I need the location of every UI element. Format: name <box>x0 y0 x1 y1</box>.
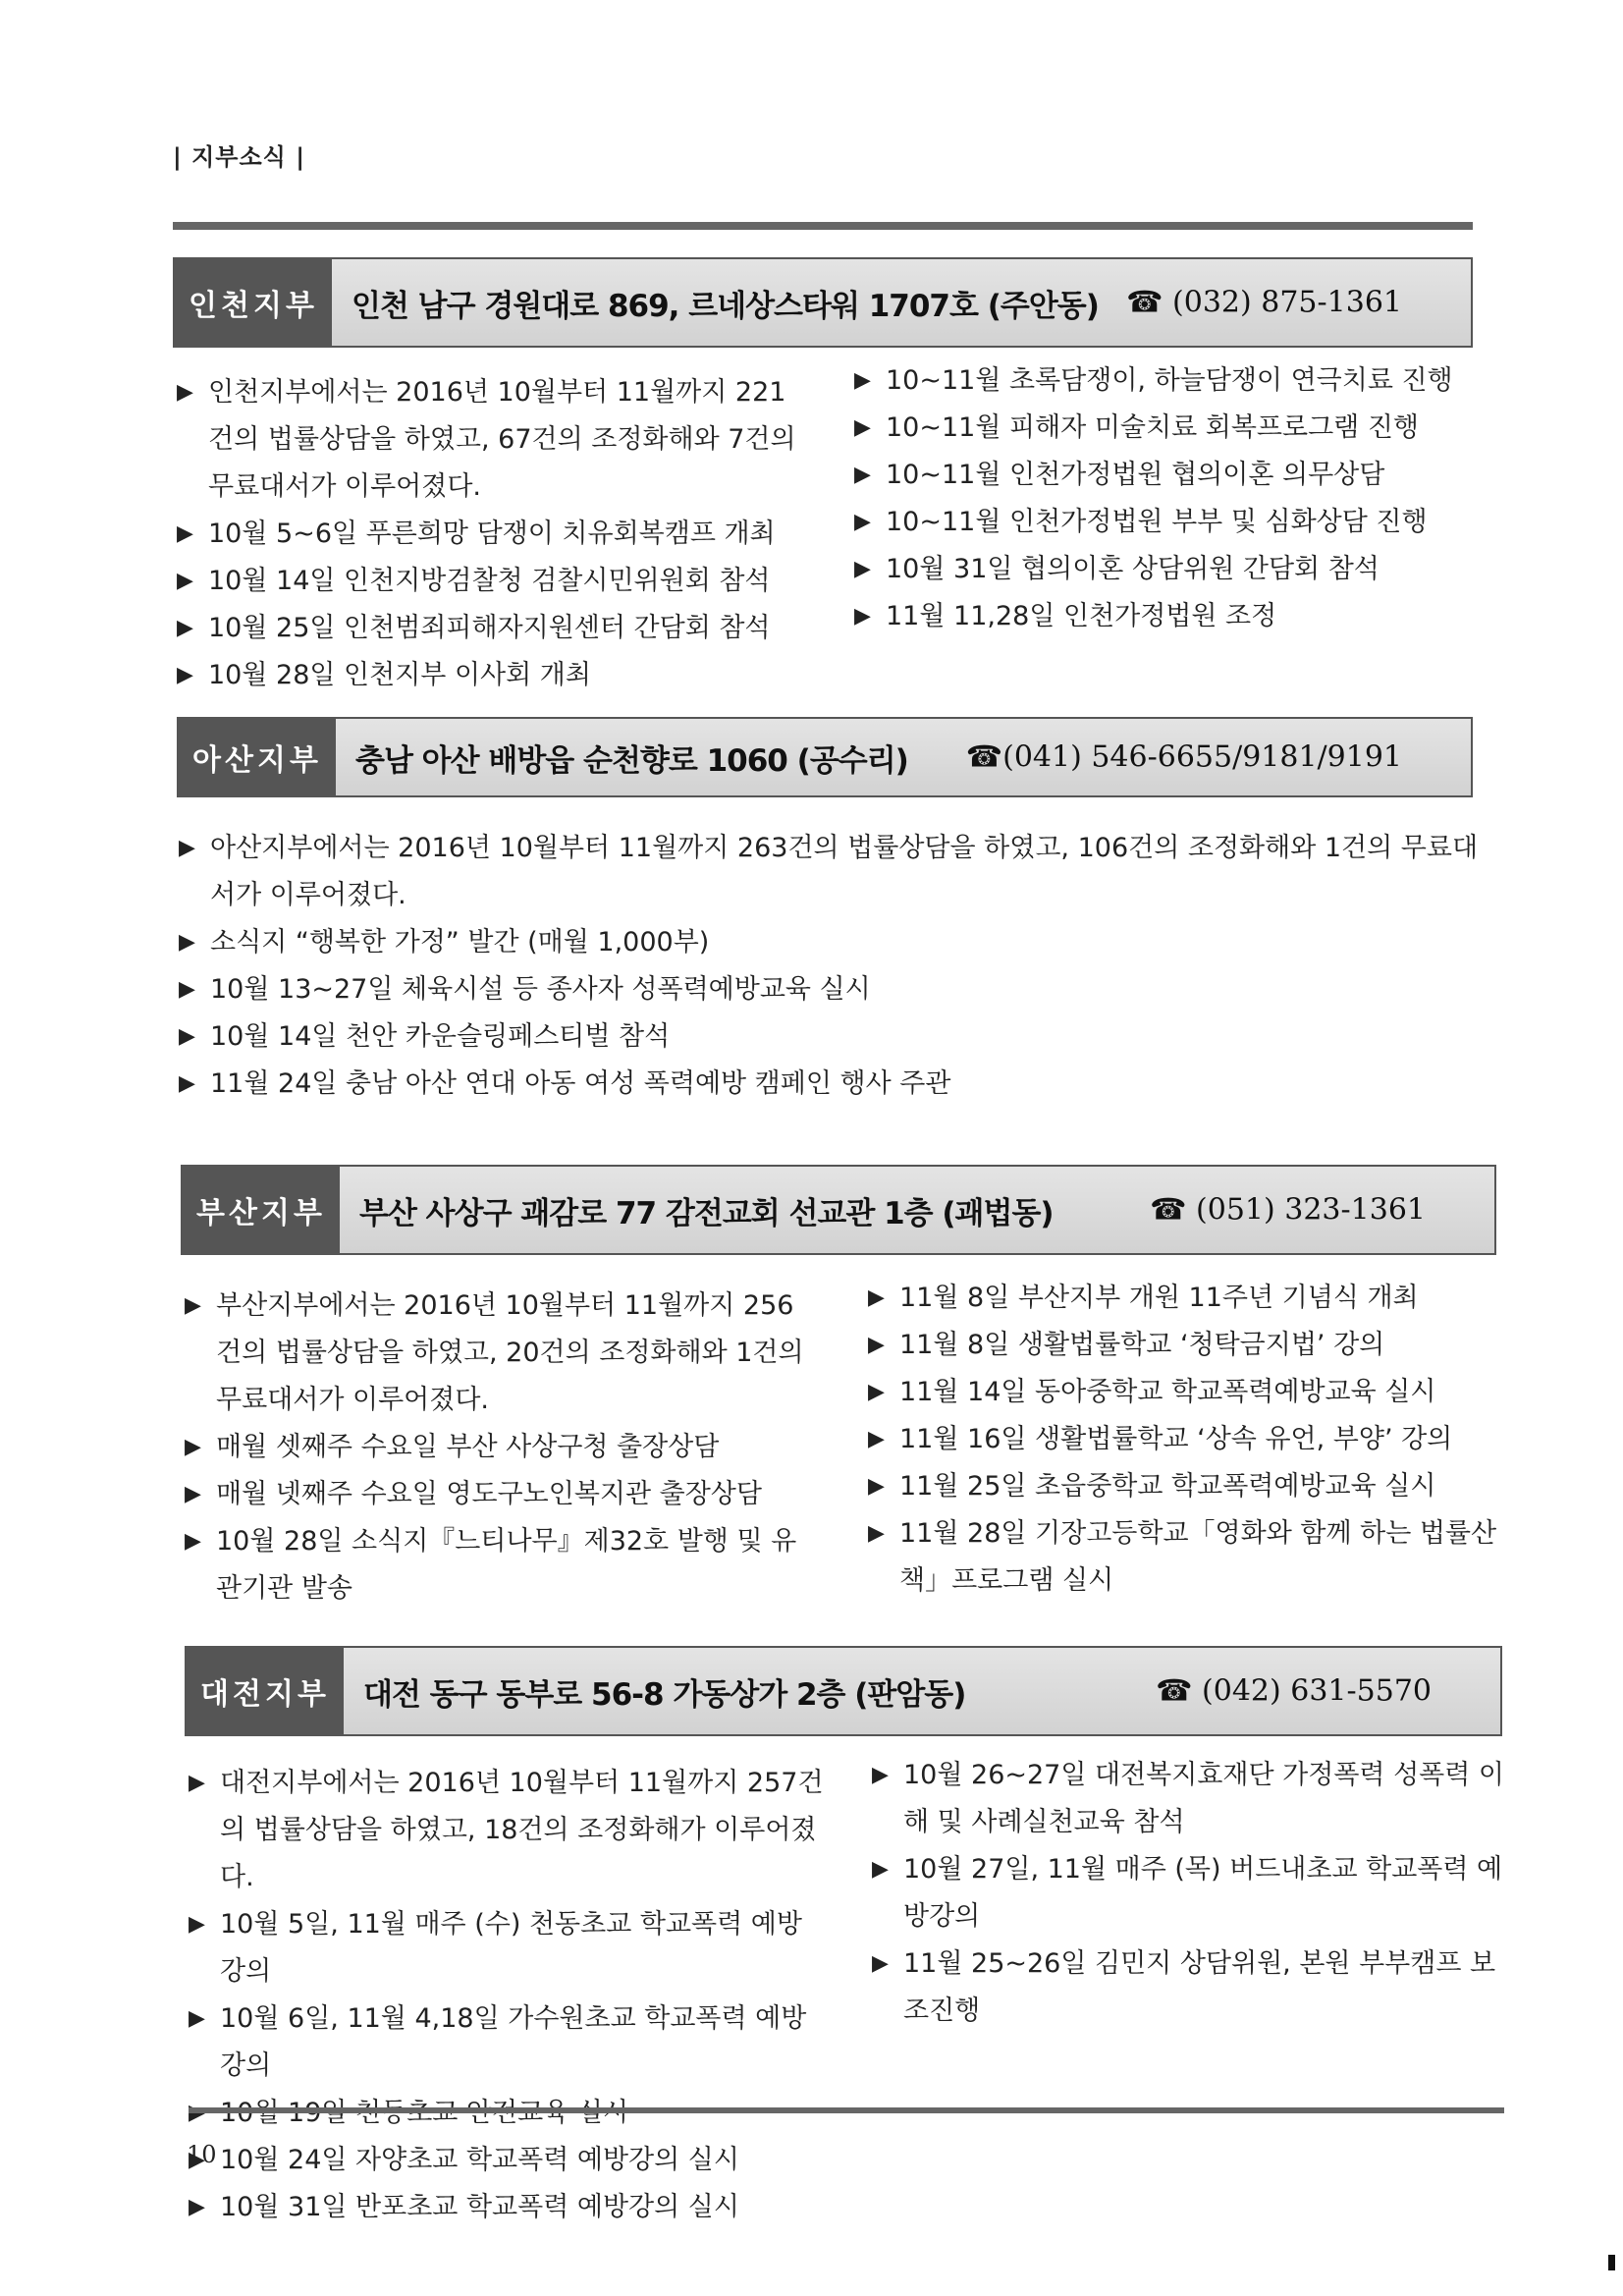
branch-phone: ☎ (032) 875-1361 <box>1126 285 1402 320</box>
branch-address: 대전 동구 동부로 56-8 가동상가 2층 (판암동) <box>363 1676 966 1713</box>
branch-address: 부산 사상구 괘감로 77 감전교회 선교관 1층 (괘법동) <box>359 1195 1054 1231</box>
list-item <box>189 2090 827 2137</box>
list-item: ▶ 10~11월 인천가정법원 부부 및 심화상담 진행 <box>854 499 1463 546</box>
edge-mark <box>1608 2255 1615 2270</box>
list-item: ▶ 10월 26~27일 대전복지효재단 가정폭력 성폭력 이해 및 사례실천교육 참석 <box>872 1752 1510 1846</box>
list-item: ▶ 11월 28일 기장고등학교「영화와 함께 하는 법률산책」프로그램 실시 <box>868 1510 1506 1605</box>
busan-left-list <box>185 1283 813 1613</box>
list-item: ▶ 10월 27일, 11월 매주 (목) 버드내초교 학교폭력 예방강의 <box>872 1846 1510 1941</box>
list-item: ▶ 10월 31일 협의이혼 상담위원 간담회 참석 <box>854 546 1463 593</box>
page-number: 10 <box>187 2141 217 2168</box>
branch-address: 충남 아산 배방읍 순천향로 1060 (공수리) <box>355 742 908 779</box>
list-item: ▶ 11월 8일 생활법률학교 ‘청탁금지법’ 강의 <box>868 1322 1506 1369</box>
branch-header-asan <box>177 717 1473 797</box>
list-item: ▶ 10월 14일 인천지방검찰청 검찰시민위원회 참석 <box>177 558 805 605</box>
branch-name: 아산지부 <box>179 719 336 795</box>
list-item: ▶ 10월 28일 인천지부 이사회 개최 <box>177 652 805 699</box>
list-item: ▶ 대전지부에서는 2016년 10월부터 11월까지 257건의 법률상담을 하였고, 18건의 조정화해가 이루어졌다. <box>189 1760 827 1901</box>
list-item: ▶ 10~11월 인천가정법원 협의이혼 의무상담 <box>854 452 1463 499</box>
list-item: ▶ 10~11월 피해자 미술치료 회복프로그램 진행 <box>854 405 1463 452</box>
list-item: ▶ 10월 5일, 11월 매주 (수) 천동초교 학교폭력 예방강의 <box>189 1901 827 1995</box>
list-item: ▶ 10월 14일 천안 카운슬링페스티벌 참석 <box>179 1013 1494 1061</box>
section-tag: | 지부소식 | <box>173 143 305 171</box>
branch-address: 인천 남구 경원대로 869, 르네상스타워 1707호 (주안동) <box>352 288 1099 324</box>
list-item: ▶ 부산지부에서는 2016년 10월부터 11월까지 256건의 법률상담을 하였고, 20건의 조정화해와 1건의 무료대서가 이루어졌다. <box>185 1283 813 1424</box>
list-item: ▶ 10월 13~27일 체육시설 등 종사자 성폭력예방교육 실시 <box>179 966 1494 1013</box>
list-item: ▶ 11월 24일 충남 아산 연대 아동 여성 폭력예방 캠페인 행사 주관 <box>179 1061 1494 1108</box>
bottom-rule <box>189 2107 1504 2113</box>
list-item: ▶ 11월 8일 부산지부 개원 11주년 기념식 개최 <box>868 1275 1506 1322</box>
list-item: ▶ 10월 6일, 11월 4,18일 가수원초교 학교폭력 예방강의 <box>189 1995 827 2090</box>
daejeon-right-list <box>872 1752 1510 2035</box>
list-item: ▶ 11월 16일 생활법률학교 ‘상속 유언, 부양’ 강의 <box>868 1416 1506 1463</box>
list-item: ▶ 11월 14일 동아중학교 학교폭력예방교육 실시 <box>868 1369 1506 1416</box>
branch-phone: ☎ (042) 631-5570 <box>1156 1673 1432 1709</box>
busan-right-list <box>868 1275 1506 1605</box>
branch-name: 부산지부 <box>183 1167 340 1253</box>
list-item: ▶ 10~11월 초록담쟁이, 하늘담쟁이 연극치료 진행 <box>854 357 1463 405</box>
list-item: ▶ 10월 5~6일 푸른희망 담쟁이 치유회복캠프 개최 <box>177 511 805 558</box>
branch-header-daejeon <box>185 1646 1502 1736</box>
list-item: ▶ 11월 25~26일 김민지 상담위원, 본원 부부캠프 보조진행 <box>872 1941 1510 2035</box>
list-item: ▶ 10월 31일 반포초교 학교폭력 예방강의 실시 <box>189 2184 827 2231</box>
list-item: ▶ 11월 11,28일 인천가정법원 조정 <box>854 593 1463 640</box>
list-item: ▶ 매월 셋째주 수요일 부산 사상구청 출장상담 <box>185 1424 813 1471</box>
branch-name: 대전지부 <box>187 1648 344 1734</box>
list-item: ▶ 10월 24일 자양초교 학교폭력 예방강의 실시 <box>189 2137 827 2184</box>
list-item: ▶ 인천지부에서는 2016년 10월부터 11월까지 221건의 법률상담을 하였고, 67건의 조정화해와 7건의 무료대서가 이루어졌다. <box>177 369 805 511</box>
branch-header-incheon <box>173 257 1473 348</box>
branch-phone: ☎(041) 546-6655/9181/9191 <box>965 739 1402 775</box>
list-item: ▶ 아산지부에서는 2016년 10월부터 11월까지 263건의 법률상담을 하였고, 106건의 조정화해와 1건의 무료대서가 이루어졌다. <box>179 825 1494 919</box>
list-item: ▶ 11월 25일 초읍중학교 학교폭력예방교육 실시 <box>868 1463 1506 1510</box>
list-item: ▶ 10월 25일 인천범죄피해자지원센터 간담회 참석 <box>177 605 805 652</box>
list-item: ▶ 매월 넷째주 수요일 영도구노인복지관 출장상담 <box>185 1471 813 1518</box>
list-item: ▶ 10월 28일 소식지『느티나무』제32호 발행 및 유관기관 발송 <box>185 1518 813 1613</box>
branch-phone: ☎ (051) 323-1361 <box>1150 1192 1426 1228</box>
incheon-left-list <box>177 369 805 699</box>
top-rule <box>173 222 1473 230</box>
daejeon-left-list <box>189 1760 827 2231</box>
incheon-right-list <box>854 357 1463 640</box>
branch-header-busan <box>181 1165 1496 1255</box>
asan-list <box>179 825 1494 1108</box>
branch-name: 인천지부 <box>175 259 332 346</box>
list-item: ▶ 소식지 “행복한 가정” 발간 (매월 1,000부) <box>179 919 1494 966</box>
